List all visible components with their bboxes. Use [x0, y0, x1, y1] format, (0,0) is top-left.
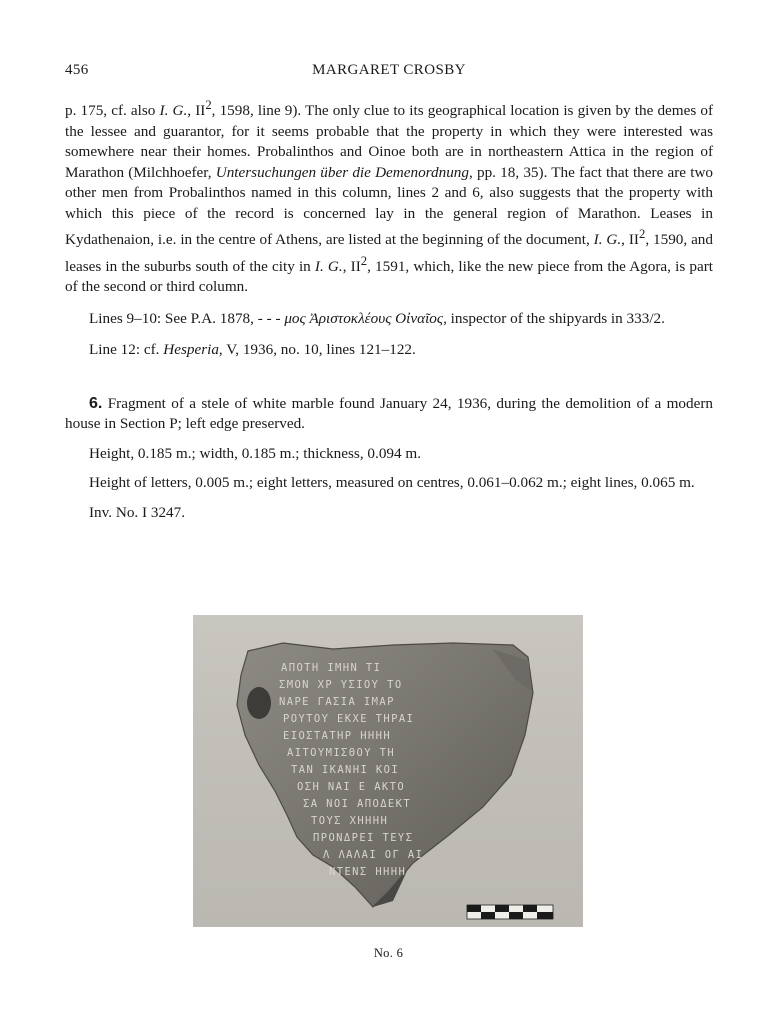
chipped-hole — [247, 687, 271, 719]
letter-measurements: Height of letters, 0.005 m.; eight letters, measured on centres, 0.061–0.062 m.; eight lines, 0.065 m. — [89, 474, 695, 492]
inscription-line: ΣΑ ΝΟΙ ΑΠΟΔΕΚΤ — [303, 798, 412, 810]
stele-fragment-illustration — [193, 615, 583, 927]
scale-bar — [467, 905, 553, 919]
running-title: MARGARET CROSBY — [312, 62, 466, 78]
stele-fragment-photo — [193, 615, 583, 927]
inscription-line: Λ ΛΑΛΑΙ ΟΓ ΑΙ — [323, 849, 424, 861]
page-number: 456 — [65, 62, 89, 78]
page-header — [65, 62, 713, 82]
inscription-line: ΡΟΥΤΟΥ ΕΚΧΕ ΤΗΡΑΙ — [283, 713, 415, 725]
inscription-line: ΝΤΕΝΣ ΗΗΗΗ — [329, 866, 407, 878]
article-body — [65, 95, 713, 523]
inscription-line: ΑΙΤΟΥΜΙΣΘΟΥ ΤΗ — [287, 747, 396, 759]
inscription-line: ΣΜΟΝ ΧΡ ΥΣΙΟΥ ΤΟ — [279, 679, 403, 691]
dimensions: Height, 0.185 m.; width, 0.185 m.; thickness, 0.094 m. — [89, 444, 422, 462]
journal-title: Hesperia — [163, 341, 219, 359]
note-line-12: Line 12: cf. Hesperia, V, 1936, no. 10, lines 121–122. — [89, 341, 416, 359]
inscription-line: ΤΑΝ ΙΚΑΝΗΙ ΚΟΙ — [291, 764, 400, 776]
item-6-description: 6. Fragment of a stele of white marble found January 24, 1936, during the demolition of a modern house in Section Ρ; left edge preserved. — [65, 394, 713, 433]
inscription-line: ΠΡΟΝΔΡΕΙ ΤΕΥΣ — [313, 832, 414, 844]
book-title: Untersuchungen über die Demenordnung — [215, 163, 469, 181]
inscription-line: ΕΙΟΣΤΑΤΗΡ ΗΗΗΗ — [283, 730, 392, 742]
inscription-line: ΟΣΗ ΝΑΙ Ε ΑΚΤΟ — [297, 781, 406, 793]
greek-name: μος Ἀριστοκλέους Οἰναῖος — [284, 309, 444, 327]
inscription-line: ΑΠΟΤΗ ΙΜΗΝ ΤΙ — [281, 662, 382, 674]
figure-caption: No. 6 — [373, 946, 404, 960]
item-number: 6. — [89, 394, 103, 412]
inscription-line: ΤΟΥΣ ΧΗΗΗΗ — [311, 815, 389, 827]
inventory-number: Inv. No. I 3247. — [89, 503, 186, 521]
inscription-line: ΝΑΡΕ ΓΑΣΙΑ ΙΜΑΡ — [279, 696, 395, 708]
note-lines-9-10: Lines 9–10: See P.A. 1878, - - - μος Ἀριστοκλέους Οἰναῖος, inspector of the shipyards in 333/2. — [89, 309, 665, 327]
paragraph-location: p. 175, cf. also I. G., $II^2$, 1598, line 9). The only clue to its geographical location is given by the demes of the lessee and guarantor, for it seems probable that the property in which they were interested was somewhere near their homes. Probalinthos and Oinoe both are in northeastern Attica in the region of Marathon (Milchhoefer, Untersuchungen über die Demenordnung, pp. 18, 35). The fact that there are two other men from Probalinthos named in this column, lines 2 and 6, also suggests that the property with which this piece of the record is concerned lay in the general region of Marathon. Leases in Kydathenaion, i.e. in the centre of Athens, are listed at the beginning of the document, I. G., $II^2$, 1590, and leases in the suburbs south of the city in I. G., $II^2$, 1591, which, like the new piece from the Agora, is part of the second or third column. — [65, 98, 714, 296]
